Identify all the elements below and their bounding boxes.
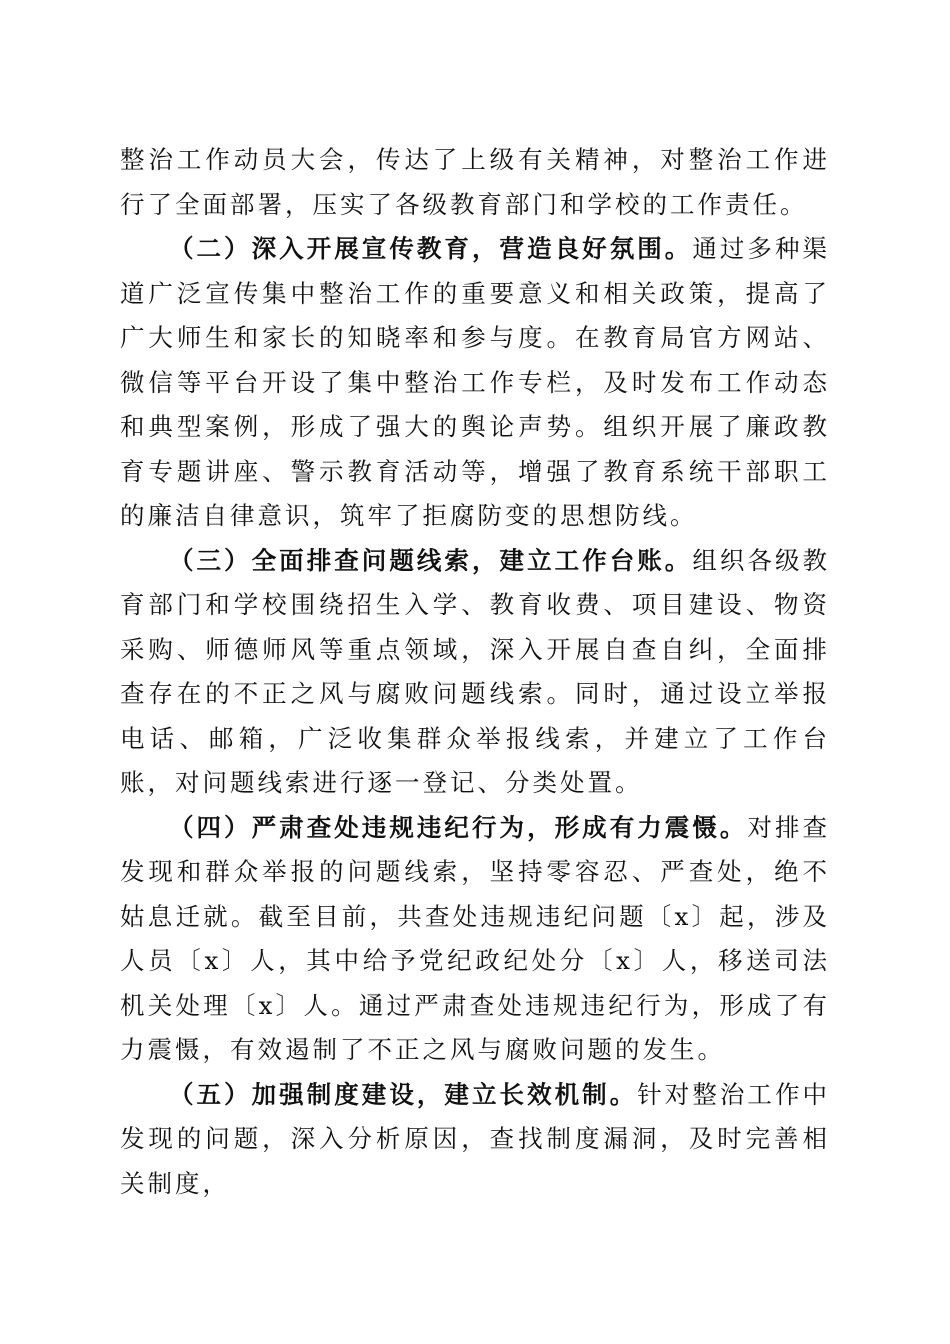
paragraph-section-4 (120, 806, 830, 1073)
paragraph-body: 针对整治工作中发现的问题，深入分析原因，查找制度漏洞，及时完善相关制度， (120, 1079, 831, 1198)
paragraph-body: 对排查发现和群众举报的问题线索，坚持零容忍、严查处，绝不姑息迁就。截至目前，共查处违规违纪问题〔x〕起，涉及人员〔x〕人，其中给予党纪政纪处分〔x〕人，移送司法机关处理〔x〕人。通过严肃查处违规违纪行为，形成了有力震慑，有效遏制了不正之风与腐败问题的发生。 (120, 812, 831, 1064)
section-heading: （二）深入开展宣传教育，营造良好氛围。 (169, 234, 693, 263)
paragraph-section-5 (120, 1073, 830, 1207)
section-heading: （五）加强制度建设，建立长效机制。 (169, 1079, 638, 1109)
paragraph-body: 组织各级教育部门和学校围绕招生入学、教育收费、项目建设、物资采购、师德师风等重点领域，深入开展自查自纠，全面排查存在的不正之风与腐败问题线索。同时，通过设立举报电话、邮箱，广泛收集群众举报线索，并建立了工作台账，对问题线索进行逐一登记、分类处置。 (120, 545, 831, 797)
section-heading: （三）全面排查问题线索，建立工作台账。 (169, 545, 693, 575)
section-heading: （四）严肃查处违规违纪行为，形成有力震慑。 (169, 812, 748, 842)
paragraph-section-2 (120, 227, 830, 539)
document-page (120, 138, 830, 1206)
paragraph-section-3 (120, 539, 830, 806)
paragraph-body: 通过多种渠道广泛宣传集中整治工作的重要意义和相关政策，提高了广大师生和家长的知晓率和参与度。在教育局官方网站、微信等平台开设了集中整治工作专栏，及时发布工作动态和典型案例，形成了强大的舆论声势。组织开展了廉政教育专题讲座、警示教育活动等，增强了教育系统干部职工的廉洁自律意识，筑牢了拒腐防变的思想防线。 (120, 234, 831, 530)
paragraph-continuation (120, 138, 830, 227)
paragraph-body: 整治工作动员大会，传达了上级有关精神，对整治工作进行了全面部署，压实了各级教育部门和学校的工作责任。 (120, 145, 830, 219)
